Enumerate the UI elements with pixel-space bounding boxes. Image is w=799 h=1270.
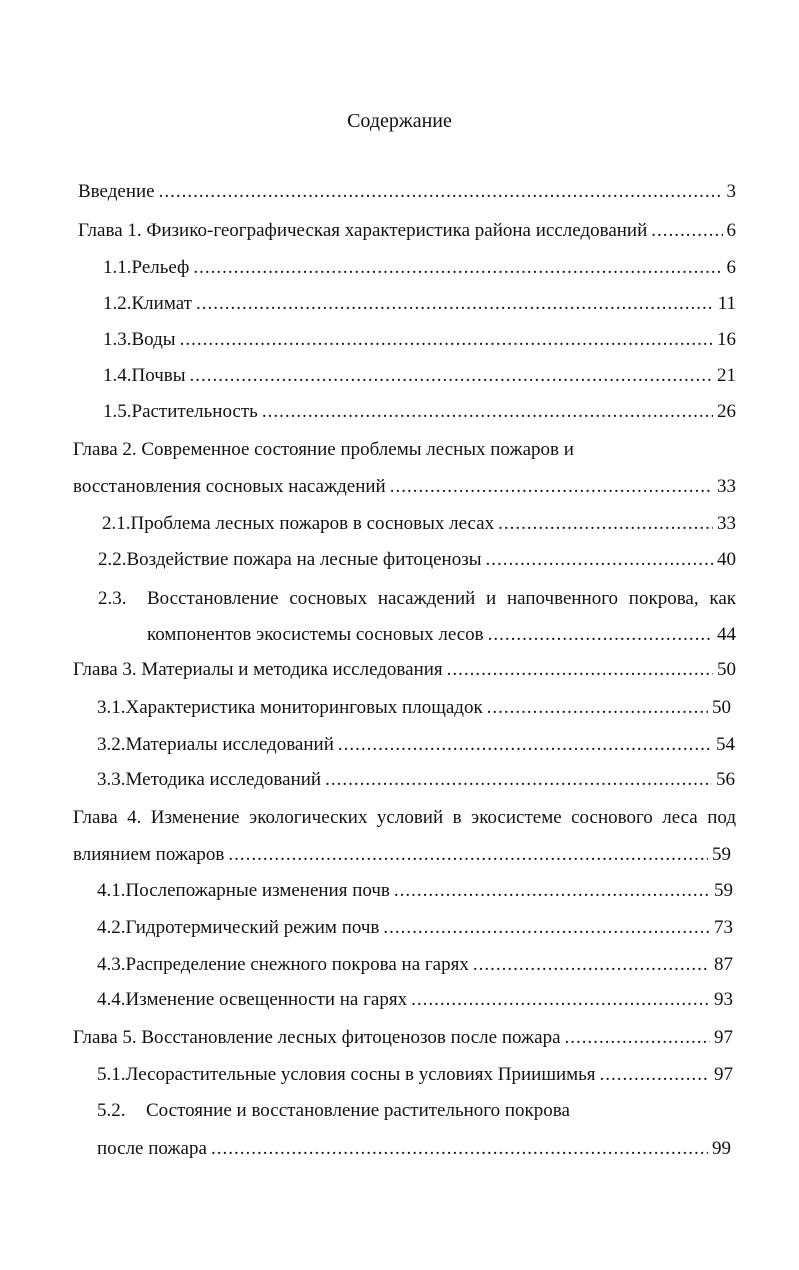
toc-entry-text: Глава 2. Современное состояние проблемы лесных пожаров и — [73, 439, 574, 460]
dot-leader — [338, 733, 712, 757]
toc-entry-number: 3.1. — [97, 697, 126, 718]
toc-entry-text: Растительность — [131, 401, 258, 422]
toc-entry — [97, 916, 733, 940]
toc-entry-text: компонентов экосистемы сосновых лесов — [147, 624, 484, 645]
toc-entry-page: 21 — [717, 365, 736, 386]
toc-entry — [97, 1063, 733, 1087]
toc-entry — [78, 180, 736, 204]
toc-entry-page: 40 — [717, 549, 736, 570]
toc-entry-text: после пожара — [97, 1138, 207, 1159]
dot-leader — [190, 364, 713, 388]
toc-entry-text: Лесорастительные условия сосны в условиях Приишимья — [125, 1064, 596, 1085]
page-title: Содержание — [347, 110, 452, 132]
toc-entry-text: Послепожарные изменения почв — [125, 880, 390, 901]
dot-leader — [325, 768, 712, 792]
toc-entry — [97, 768, 735, 792]
toc-entry — [103, 364, 736, 388]
toc-entry-page: 6 — [726, 257, 736, 278]
dot-leader — [565, 1026, 710, 1050]
toc-entry-text: Почвы — [131, 365, 186, 386]
toc-entry-page: 59 — [714, 880, 733, 901]
toc-entry — [73, 1026, 733, 1050]
dot-leader — [498, 512, 713, 536]
dot-leader — [447, 658, 713, 682]
toc-entry — [147, 623, 736, 647]
toc-entry — [103, 400, 736, 424]
toc-entry — [98, 587, 736, 611]
toc-entry-number: 2.1. — [102, 513, 131, 534]
toc-entry-text: Распределение снежного покрова на гарях — [125, 954, 469, 975]
dot-leader — [488, 623, 713, 647]
toc-entry-number: 4.3. — [97, 954, 126, 975]
toc-entry-text: Восстановление сосновых насаждений и напочвенного покрова, как — [147, 588, 736, 609]
dot-leader — [485, 548, 713, 572]
toc-entry — [97, 733, 735, 757]
toc-entry-page: 33 — [717, 513, 736, 534]
toc-entry-text: восстановления сосновых насаждений — [73, 476, 386, 497]
toc-entry-text: Воздействие пожара на лесные фитоценозы — [126, 549, 482, 570]
dot-leader — [383, 916, 710, 940]
toc-entry — [98, 548, 736, 572]
dot-leader — [651, 219, 722, 243]
toc-entry-page: 3 — [726, 181, 736, 202]
toc-entry-text: Материалы исследований — [125, 734, 334, 755]
toc-entry-text: Рельеф — [131, 257, 190, 278]
toc-entry — [97, 879, 733, 903]
toc-entry-page: 54 — [716, 734, 735, 755]
toc-entry — [97, 1099, 657, 1123]
toc-entry-number: 5.1. — [97, 1064, 126, 1085]
toc-entry-number: 1.1. — [103, 257, 132, 278]
toc-entry-page: 59 — [712, 844, 731, 865]
toc-entry-page: 97 — [714, 1064, 733, 1085]
toc-entry — [97, 953, 733, 977]
toc-entry-text: Введение — [78, 181, 155, 202]
toc-entry-page: 93 — [714, 989, 733, 1010]
toc-entry-text: Методика исследований — [125, 769, 322, 790]
toc-entry-page: 11 — [717, 293, 736, 314]
toc-entry-text: Изменение освещенности на гарях — [125, 989, 408, 1010]
toc-entry — [103, 256, 736, 280]
toc-entry-number: 1.4. — [103, 365, 132, 386]
toc-entry-text: Глава 5. Восстановление лесных фитоценозов после пожара — [73, 1027, 561, 1048]
toc-entry-text: Проблема лесных пожаров в сосновых лесах — [130, 513, 495, 534]
toc-entry-text: Климат — [131, 293, 192, 314]
toc-entry-number: 4.1. — [97, 880, 126, 901]
dot-leader — [228, 843, 708, 867]
dot-leader — [193, 256, 722, 280]
toc-entry — [78, 219, 736, 243]
toc-entry-page: 73 — [714, 917, 733, 938]
toc-entry — [73, 806, 736, 830]
toc-entry-text: Гидротермический режим почв — [125, 917, 380, 938]
toc-entry — [73, 438, 673, 462]
toc-entry — [73, 843, 731, 867]
toc-entry — [103, 292, 736, 316]
dot-leader — [262, 400, 713, 424]
toc-entry-page: 44 — [717, 624, 736, 645]
toc-entry-number: 5.2. — [97, 1100, 126, 1121]
toc-entry-page: 99 — [712, 1138, 731, 1159]
toc-entry — [73, 475, 736, 499]
toc-entry — [103, 328, 736, 352]
toc-entry-text: Глава 3. Материалы и методика исследования — [73, 659, 443, 680]
toc-entry-number: 4.2. — [97, 917, 126, 938]
toc-entry-page: 97 — [714, 1027, 733, 1048]
toc-entry-number: 4.4. — [97, 989, 126, 1010]
toc-entry-text: Состояние и восстановление растительного покрова — [146, 1100, 570, 1121]
toc-entry-number: 1.3. — [103, 329, 132, 350]
toc-entry-number: 3.2. — [97, 734, 126, 755]
dot-leader — [487, 696, 708, 720]
dot-leader — [600, 1063, 710, 1087]
toc-entry-number: 1.5. — [103, 401, 132, 422]
toc-entry-number: 2.2. — [98, 549, 127, 570]
toc-entry-page: 50 — [712, 697, 731, 718]
toc-entry-page: 87 — [714, 954, 733, 975]
dot-leader — [180, 328, 713, 352]
toc-entry-page: 33 — [717, 476, 736, 497]
toc-entry-text: Воды — [131, 329, 176, 350]
dot-leader — [473, 953, 710, 977]
dot-leader — [159, 180, 723, 204]
toc-entry — [97, 696, 731, 720]
toc-entry — [97, 988, 733, 1012]
dot-leader — [394, 879, 710, 903]
toc-entry-page: 6 — [726, 220, 736, 241]
toc-entry — [73, 658, 736, 682]
dot-leader — [196, 292, 714, 316]
toc-entry-page: 56 — [716, 769, 735, 790]
toc-entry-number: 3.3. — [97, 769, 126, 790]
toc-entry-page: 16 — [717, 329, 736, 350]
dot-leader — [390, 475, 713, 499]
toc-entry-number: 2.3. — [98, 588, 127, 609]
toc-entry — [102, 512, 736, 536]
toc-entry-page: 50 — [717, 659, 736, 680]
toc-entry-text: Характеристика мониторинговых площадок — [125, 697, 483, 718]
toc-entry-number: 1.2. — [103, 293, 132, 314]
toc-entry-text: Глава 4. Изменение экологических условий в экосистеме соснового леса под — [73, 807, 736, 828]
toc-entry-text: влиянием пожаров — [73, 844, 225, 865]
toc-entry — [97, 1137, 731, 1161]
dot-leader — [411, 988, 710, 1012]
dot-leader — [211, 1137, 708, 1161]
toc-entry-text: Глава 1. Физико-географическая характеристика района исследований — [78, 220, 648, 241]
toc-entry-page: 26 — [717, 401, 736, 422]
